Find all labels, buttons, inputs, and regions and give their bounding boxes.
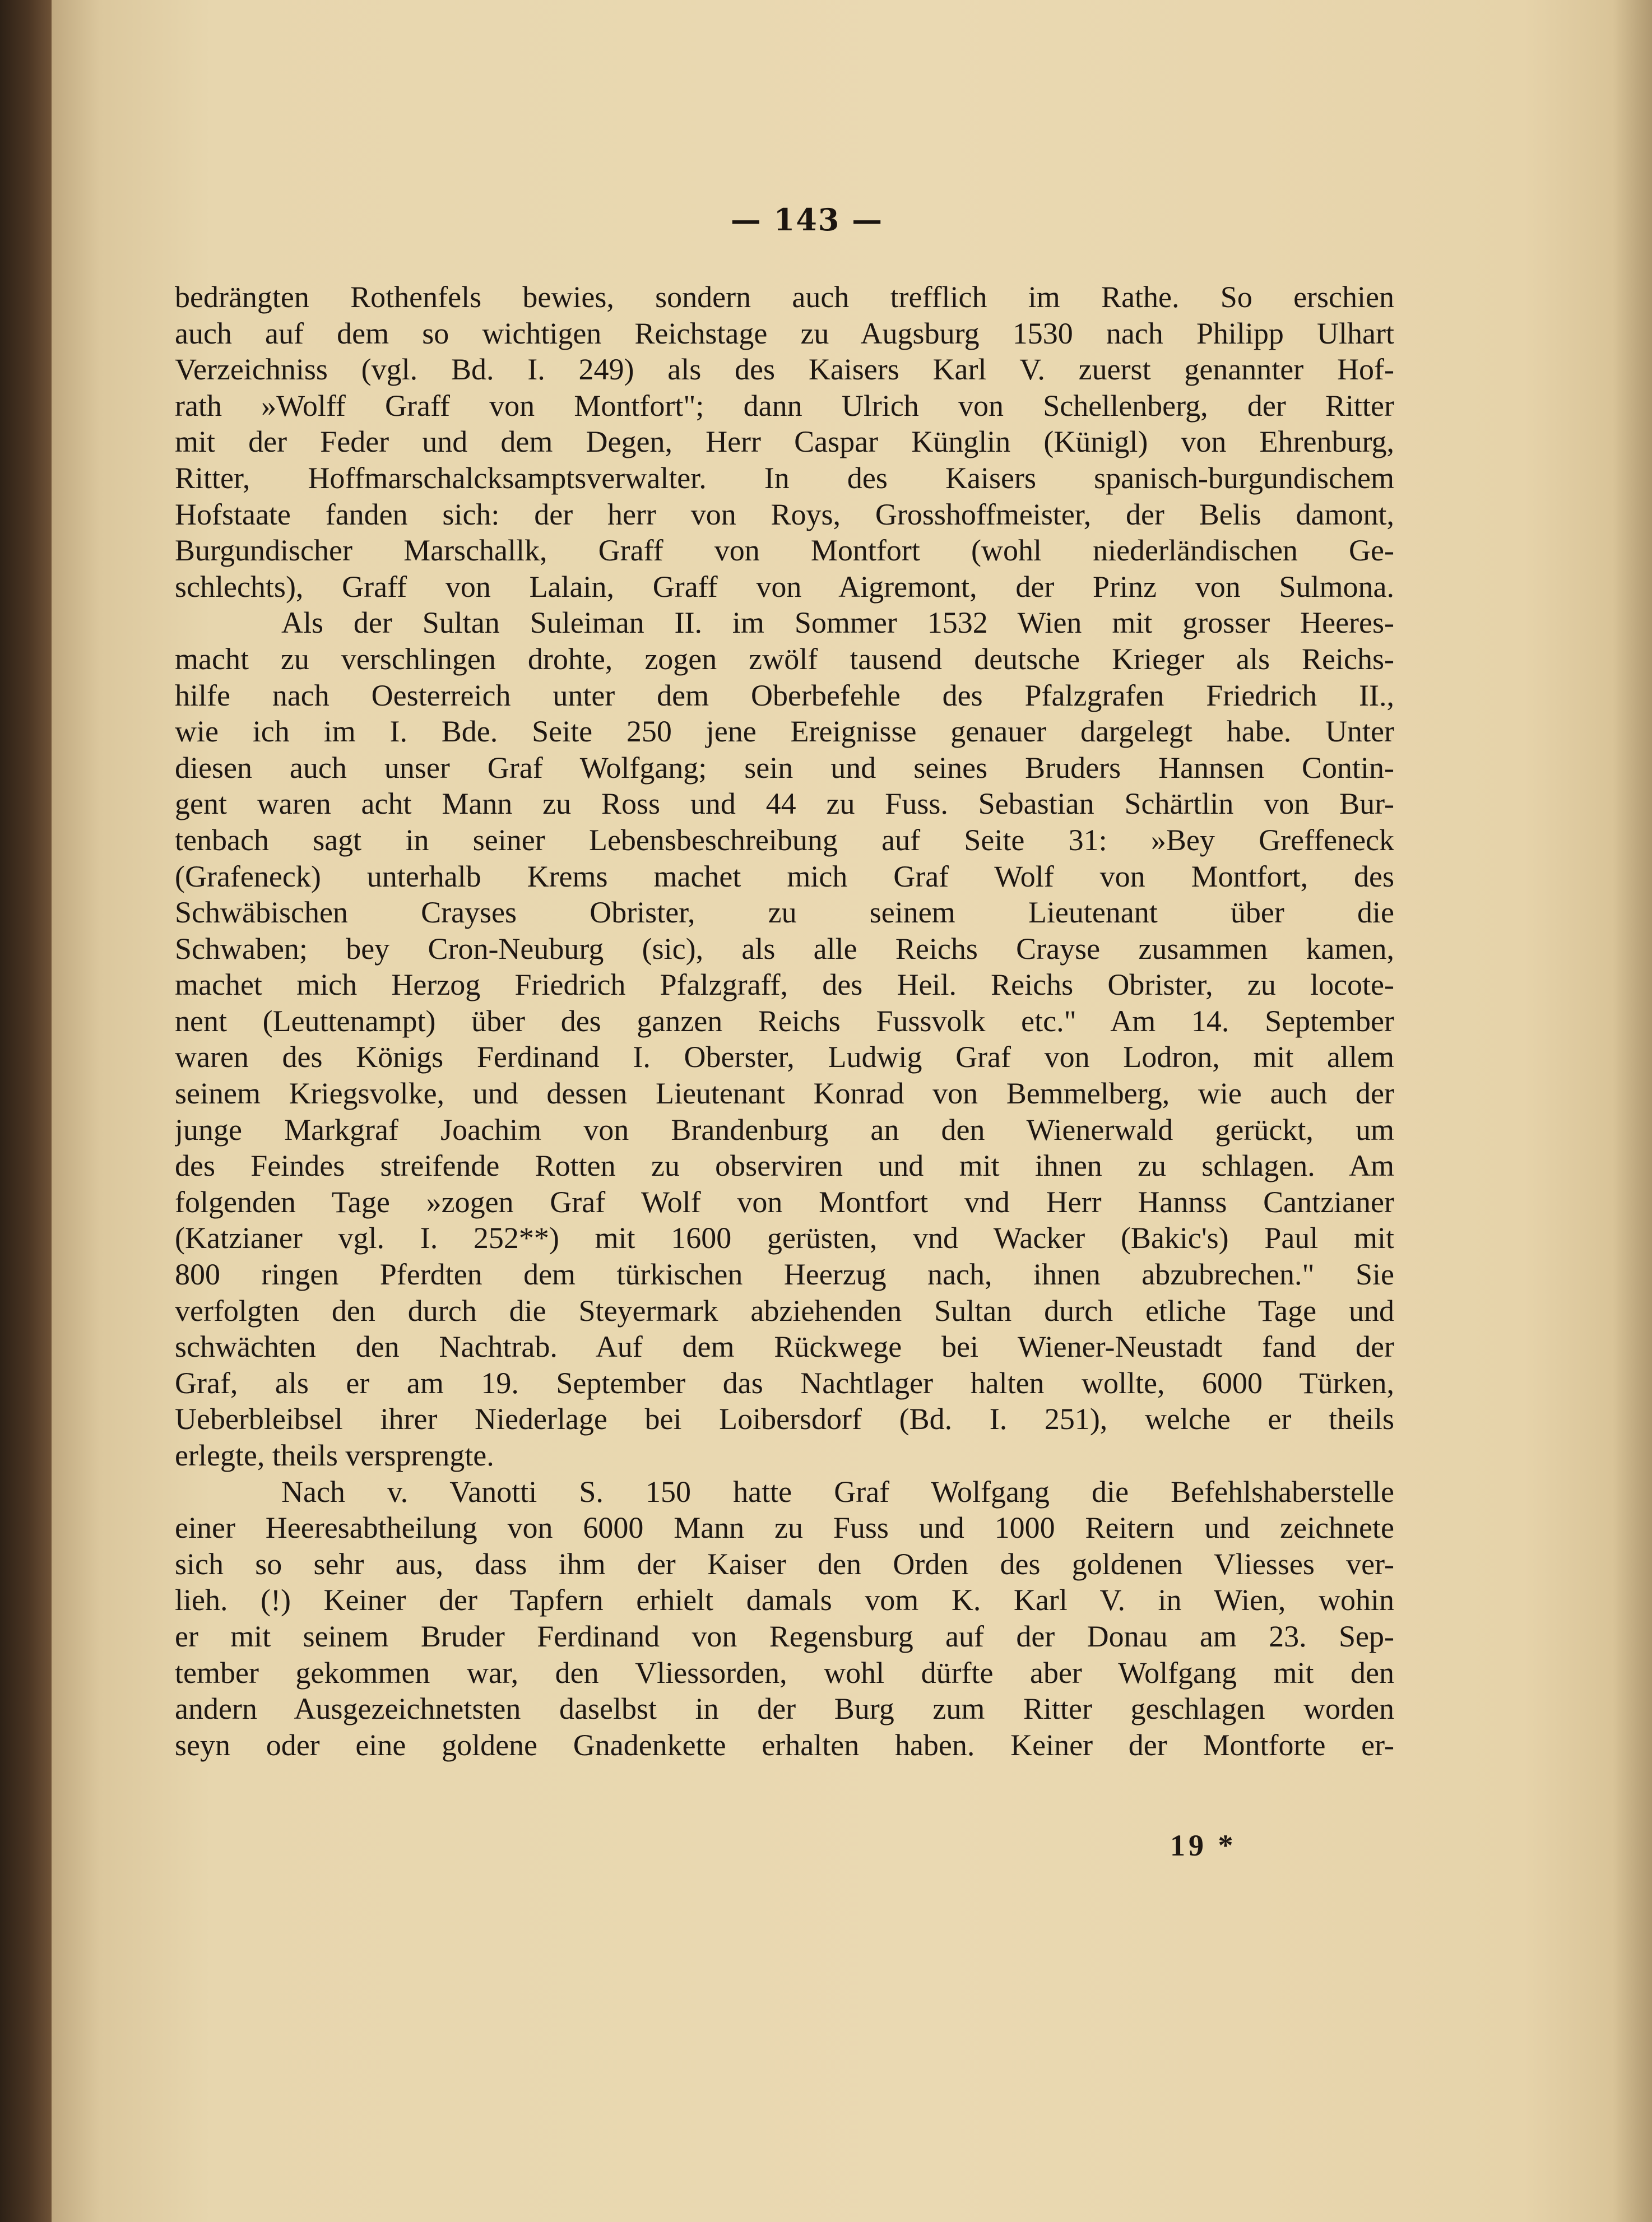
text-line: er mit seinem Bruder Ferdinand von Regensburg auf der Donau am 23. Sep- [175,1619,1394,1653]
text-line: tenbach sagt in seiner Lebensbeschreibung auf Seite 31: »Bey Greffeneck [175,823,1394,857]
text-line: andern Ausgezeichnetsten daselbst in der Burg zum Ritter geschlagen worden [175,1692,1394,1726]
text-line: rath »Wolff Graff von Montfort"; dann Ulrich von Schellenberg, der Ritter [175,388,1394,423]
text-line: Schwaben; bey Cron-Neuburg (sic), als alle Reichs Crayse zusammen kamen, [175,931,1394,966]
signature-mark: 19 * [1170,1829,1237,1862]
text-line: seyn oder eine goldene Gnadenkette erhalten haben. Keiner der Montforte er- [175,1728,1394,1762]
text-line: einer Heeresabtheilung von 6000 Mann zu Fuss und 1000 Reitern und zeichnete [175,1511,1394,1545]
text-line: nent (Leuttenampt) über des ganzen Reichs Fussvolk etc." Am 14. September [175,1004,1394,1038]
text-line: macht zu verschlingen drohte, zogen zwölf tausend deutsche Krieger als Reichs- [175,642,1394,676]
text-line: seinem Kriegsvolke, und dessen Lieutenant Konrad von Bemmelberg, wie auch der [175,1077,1394,1111]
text-line: Burgundischer Marschallk, Graff von Montfort (wohl niederländischen Ge- [175,534,1394,568]
text-line: tember gekommen war, den Vliessorden, wohl dürfte aber Wolfgang mit den [175,1655,1394,1690]
text-line: auch auf dem so wichtigen Reichstage zu Augsburg 1530 nach Philipp Ulhart [175,316,1394,350]
text-line: hilfe nach Oesterreich unter dem Oberbefehle des Pfalzgrafen Friedrich II., [175,678,1394,712]
text-line: schwächten den Nachtrab. Auf dem Rückwege bei Wiener-Neustadt fand der [175,1330,1394,1364]
text-line: sich so sehr aus, dass ihm der Kaiser den Orden des goldenen Vliesses ver- [175,1547,1394,1581]
text-line: Verzeichniss (vgl. Bd. I. 249) als des Kaisers Karl V. zuerst genannter Hof- [175,352,1394,387]
text-line: (Katzianer vgl. I. 252**) mit 1600 gerüsten, vnd Wacker (Bakic's) Paul mit [175,1221,1394,1255]
text-line: des Feindes streifende Rotten zu observiren und mit ihnen zu schlagen. Am [175,1149,1394,1183]
text-line: 800 ringen Pferdten dem türkischen Heerzug nach, ihnen abzubrechen." Sie [175,1258,1394,1292]
text-line: schlechts), Graff von Lalain, Graff von Aigremont, der Prinz von Sulmona. [175,569,1394,604]
text-line: mit der Feder und dem Degen, Herr Caspar Künglin (Künigl) von Ehrenburg, [175,425,1394,459]
book-page [52,0,1652,2222]
text-line: waren des Königs Ferdinand I. Oberster, Ludwig Graf von Lodron, mit allem [175,1040,1394,1074]
body-text [175,279,1394,1763]
paragraph-start-line: Nach v. Vanotti S. 150 hatte Graf Wolfgang die Befehlshaberstelle [281,1474,1394,1509]
paragraph-start-line: Als der Sultan Suleiman II. im Sommer 1532 Wien mit grosser Heeres- [281,606,1394,640]
text-line: folgenden Tage »zogen Graf Wolf von Montfort vnd Herr Hannss Cantzianer [175,1185,1394,1219]
paragraph-end-line: erlegte, theils versprengte. [175,1439,494,1472]
page-number-header: — 143 — [730,202,884,238]
text-line: verfolgten den durch die Steyermark abziehenden Sultan durch etliche Tage und [175,1293,1394,1328]
text-line: lieh. (!) Keiner der Tapfern erhielt damals vom K. Karl V. in Wien, wohin [175,1583,1394,1617]
book-binding-edge [0,0,52,2222]
text-line: Schwäbischen Crayses Obrister, zu seinem Lieutenant über die [175,896,1394,930]
text-line: diesen auch unser Graf Wolfgang; sein und seines Bruders Hannsen Contin- [175,750,1394,785]
text-line: Ritter, Hoffmarschalcksamptsverwalter. In des Kaisers spanisch-burgundischem [175,461,1394,495]
text-line: junge Markgraf Joachim von Brandenburg an den Wienerwald gerückt, um [175,1112,1394,1147]
text-line: Ueberbleibsel ihrer Niederlage bei Loibersdorf (Bd. I. 251), welche er theils [175,1402,1394,1436]
text-line: Hofstaate fanden sich: der herr von Roys, Grosshoffmeister, der Belis damont, [175,497,1394,531]
text-line: machet mich Herzog Friedrich Pfalzgraff, des Heil. Reichs Obrister, zu locote- [175,968,1394,1002]
text-line: (Grafeneck) unterhalb Krems machet mich Graf Wolf von Montfort, des [175,859,1394,893]
text-line: Graf, als er am 19. September das Nachtlager halten wollte, 6000 Türken, [175,1366,1394,1400]
text-line: bedrängten Rothenfels bewies, sondern auch trefflich im Rathe. So erschien [175,280,1394,314]
text-line: wie ich im I. Bde. Seite 250 jene Ereignisse genauer dargelegt habe. Unter [175,715,1394,749]
text-line: gent waren acht Mann zu Ross und 44 zu Fuss. Sebastian Schärtlin von Bur- [175,787,1394,821]
